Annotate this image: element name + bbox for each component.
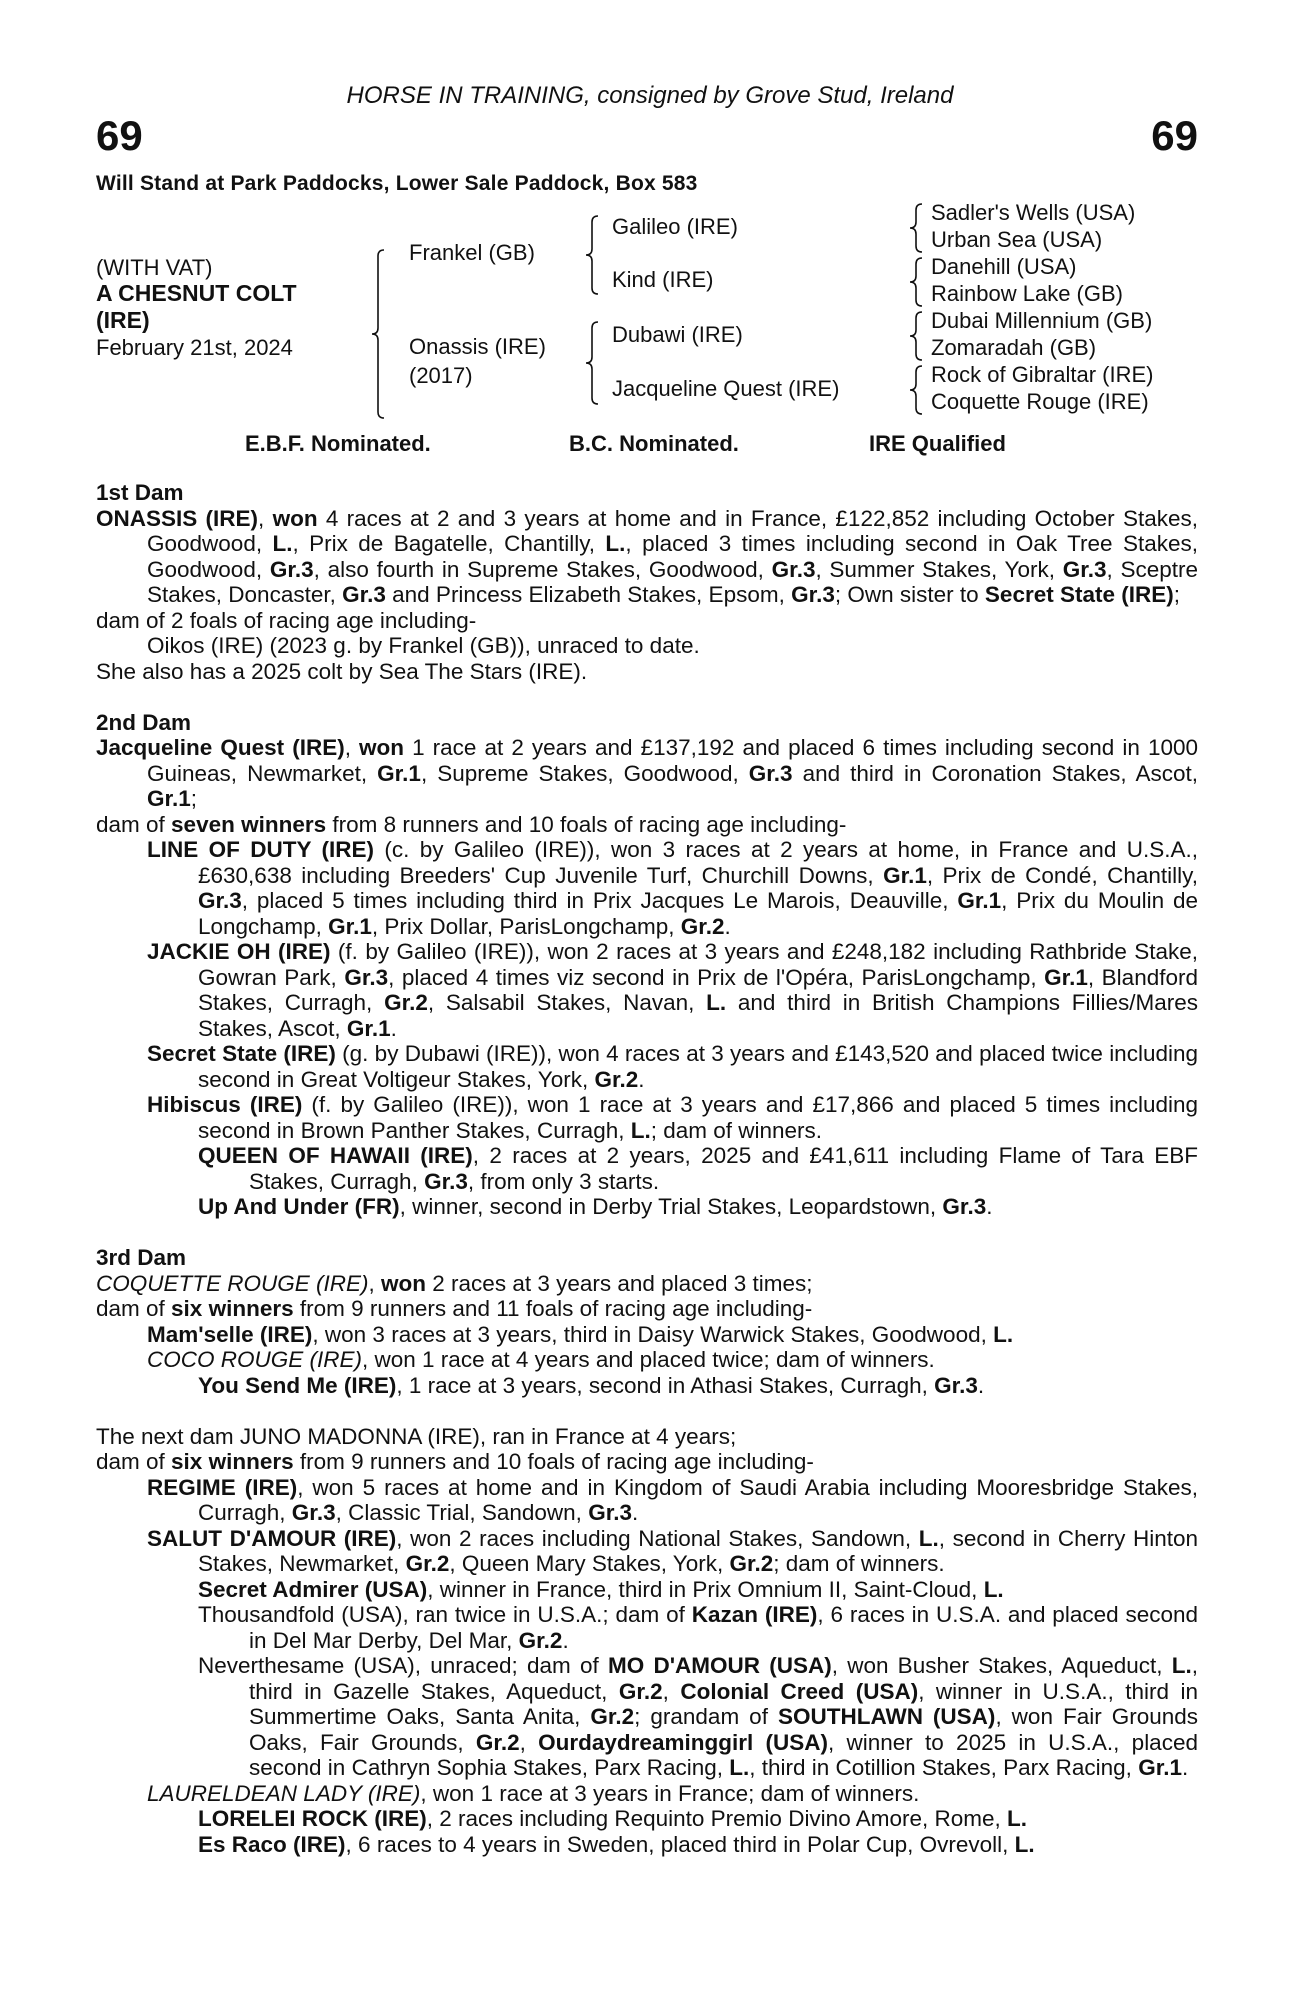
pedigree-entry (96, 1143, 1198, 1194)
text: (c. by Galileo (IRE)), won 3 races at 2 years at home, in France and U.S.A., £630,638 including Breeders' Cup Juvenile Turf, Churchill Downs, (198, 837, 1198, 888)
text: and third in Coronation Stakes, Ascot, (792, 760, 1198, 786)
text: ; (1173, 582, 1180, 607)
text: from 9 runners and 10 foals of racing age including- (293, 1449, 814, 1474)
pedigree-entry (96, 608, 1198, 634)
bold-text: Gr.2 (618, 1678, 663, 1704)
bold-text: Ourdaydreaminggirl (USA) (538, 1729, 828, 1755)
text: , won 2 races including National Stakes, Sandown, (396, 1525, 919, 1551)
gen3-ancestor: Danehill (USA) (931, 254, 1077, 279)
text: dam of (96, 1296, 172, 1321)
bold-text: Up And Under (FR) (198, 1194, 400, 1219)
text: (f. by Galileo (IRE)), won 2 races at 3 years and £248,182 including Rathbride Stake, Gowran Park, (198, 939, 1199, 990)
brace-icon (586, 322, 598, 404)
text: , (344, 735, 360, 760)
pedigree-entry (96, 1577, 1198, 1603)
text: , won Fair Grounds Oaks, Fair Grounds, (249, 1704, 1198, 1755)
pedigree-entry (96, 506, 1198, 608)
text: . (638, 1066, 645, 1092)
pedigree-entry (96, 659, 1198, 685)
bold-text: Gr.1 (147, 786, 191, 811)
text: . (724, 913, 731, 939)
text: , (519, 1729, 539, 1755)
sire-dam: Kind (IRE) (612, 267, 714, 292)
bold-text: L. (706, 990, 727, 1015)
section-heading: 1st Dam (96, 480, 184, 505)
text: dam of (96, 811, 172, 837)
bold-text: L. (918, 1525, 939, 1551)
bold-text: L. (729, 1755, 750, 1780)
bold-text: Gr.3 (942, 1194, 987, 1219)
text: , Summer Stakes, York, (815, 556, 1063, 582)
text: , 6 races in U.S.A. and placed second in Del Mar Derby, Del Mar, (249, 1602, 1199, 1653)
pedigree-entry (96, 1194, 1198, 1220)
bold-text: ONASSIS (IRE) (96, 505, 259, 531)
bold-text: Secret State (IRE) (147, 1041, 336, 1066)
bold-text: Gr.3 (342, 582, 386, 607)
pedigree-entry (96, 1475, 1198, 1526)
sire-sire: Galileo (IRE) (612, 214, 738, 239)
bold-text: seven winners (171, 811, 327, 837)
bold-text: Gr.2 (729, 1551, 774, 1576)
text: ; grandam of (634, 1704, 778, 1729)
italic-text: LAURELDEAN LADY (IRE) (147, 1780, 421, 1806)
bold-text: Gr.2 (384, 990, 428, 1015)
brace-icon (910, 312, 922, 360)
bold-text: Gr.2 (594, 1066, 639, 1092)
bold-text: Gr.3 (198, 888, 242, 913)
text: Oikos (IRE) (2023 g. by Frankel (GB)), unraced to date. (147, 633, 700, 658)
bold-text: won (272, 505, 318, 531)
text: and third in British Champions Fillies/Mares Stakes, Ascot, (198, 990, 1199, 1041)
bold-text: Gr.2 (680, 913, 725, 939)
gen3-ancestor: Rainbow Lake (GB) (931, 281, 1123, 306)
catalogue-header: HORSE IN TRAINING, consigned by Grove Stud, Ireland (346, 82, 954, 109)
text: ; dam of winners. (773, 1551, 945, 1576)
text: , Prix de Condé, Chantilly, (926, 862, 1198, 888)
pedigree-entry (96, 1322, 1198, 1348)
text: , Salsabil Stakes, Navan, (427, 990, 707, 1015)
vat-status: (WITH VAT) (96, 255, 213, 280)
lot-number-right: 69 (1151, 112, 1198, 159)
text: and Princess Elizabeth Stakes, Epsom, (385, 582, 792, 607)
bold-text: Es Raco (IRE) (198, 1831, 346, 1857)
text: from 9 runners and 11 foals of racing age including- (293, 1296, 813, 1321)
pedigree-entry (96, 1806, 1198, 1832)
italic-text: COCO ROUGE (IRE) (147, 1347, 363, 1372)
brace-icon (910, 258, 922, 306)
text: , placed 5 times including third in Prix Jacques Le Marois, Deauville, (241, 888, 958, 913)
text: , Blandford Stakes, Curragh, (198, 964, 1198, 1015)
text: ; (190, 786, 198, 811)
bold-text: SALUT D'AMOUR (IRE) (147, 1525, 397, 1551)
pedigree-entry (96, 1041, 1198, 1092)
bold-text: You Send Me (IRE) (198, 1372, 397, 1398)
text: , Queen Mary Stakes, York, (449, 1551, 730, 1576)
horse-origin: (IRE) (96, 307, 150, 333)
bold-text: Gr.2 (590, 1704, 635, 1729)
dam-section (96, 1424, 1198, 1858)
bold-text: Gr.3 (934, 1372, 978, 1398)
section-heading: 2nd Dam (96, 709, 192, 735)
bold-text: Gr.3 (791, 582, 835, 607)
text: , won 1 race at 3 years in France; dam of winners. (420, 1780, 920, 1806)
text: She also has a 2025 colt by Sea The Stars (IRE). (96, 658, 588, 684)
bold-text: LORELEI ROCK (IRE) (198, 1806, 427, 1831)
text: , Prix Dollar, ParisLongchamp, (371, 913, 681, 939)
pedigree-entry (96, 1781, 1198, 1807)
text: 2 races at 3 years and placed 3 times; (426, 1270, 813, 1296)
bold-text: six winners (171, 1296, 294, 1321)
text: , Prix du Moulin de Longchamp, (198, 888, 1198, 939)
bold-text: Colonial Creed (USA) (680, 1678, 919, 1704)
bold-text: L. (272, 531, 293, 556)
horse-description: A CHESNUT COLT (96, 280, 297, 306)
bold-text: QUEEN OF HAWAII (IRE) (198, 1143, 473, 1168)
gen3-ancestor: Coquette Rouge (IRE) (931, 389, 1149, 414)
pedigree-entry (96, 1653, 1198, 1781)
text: dam of (96, 1449, 172, 1474)
bold-text: Gr.3 (269, 556, 314, 582)
text: (f. by Galileo (IRE)), won 1 race at 3 years and £17,866 and placed 5 times including second in Brown Panther Stakes, Curragh, (198, 1092, 1198, 1143)
text: , 6 races to 4 years in Sweden, placed third in Polar Cup, Ovrevoll, (345, 1831, 1015, 1857)
pedigree-entry (96, 1271, 1198, 1297)
bold-text: Secret State (IRE) (984, 582, 1174, 607)
bold-text: Mam'selle (IRE) (147, 1321, 313, 1347)
italic-text: COQUETTE ROUGE (IRE) (96, 1270, 369, 1296)
bold-text: won (381, 1270, 427, 1296)
ire-qualification: IRE Qualified (869, 431, 1006, 456)
pedigree-entry (96, 1296, 1198, 1322)
bold-text: Gr.1 (346, 1015, 391, 1041)
brace-icon (910, 366, 922, 414)
text: , Sceptre Stakes, Doncaster, (147, 556, 1199, 607)
section-heading: 3rd Dam (96, 1245, 187, 1270)
bc-nomination: B.C. Nominated. (569, 431, 739, 456)
text: , 2 races at 2 years, 2025 and £41,611 including Flame of Tara EBF Stakes, Curragh, (249, 1143, 1198, 1194)
text: , also fourth in Supreme Stakes, Goodwood, (313, 556, 772, 582)
bold-text: Gr.1 (883, 862, 927, 888)
text: , Classic Trial, Sandown, (335, 1500, 589, 1525)
text: . (562, 1627, 569, 1653)
text: 4 races at 2 and 3 years at home and in France, £122,852 including October Stakes, Goodwood, (147, 505, 1198, 556)
text: , won 1 race at 4 years and placed twice; dam of winners. (362, 1347, 935, 1372)
bold-text: Gr.3 (1062, 556, 1107, 582)
pedigree-entry (96, 837, 1198, 939)
bold-text: Hibiscus (IRE) (147, 1092, 303, 1117)
gen3-ancestor: Zomaradah (GB) (931, 335, 1097, 360)
bold-text: Gr.3 (748, 760, 793, 786)
bold-text: L. (983, 1576, 1004, 1602)
dam-section (96, 710, 1198, 1220)
gen3-ancestor: Sadler's Wells (USA) (931, 200, 1136, 225)
text: , (662, 1678, 681, 1704)
pedigree-entry (96, 1449, 1198, 1475)
bold-text: won (359, 735, 405, 760)
dam-sire: Dubawi (IRE) (612, 322, 743, 347)
bold-text: Gr.1 (1044, 964, 1088, 990)
text: dam of 2 foals of racing age including- (96, 607, 477, 633)
text: ; Own sister to (834, 582, 985, 607)
dam-section (96, 1245, 1198, 1398)
bold-text: Secret Admirer (USA) (198, 1576, 428, 1602)
pedigree-entry (96, 735, 1198, 812)
dam-foaling-year: (2017) (409, 363, 473, 388)
sire: Frankel (GB) (409, 240, 535, 265)
stabling-location: Will Stand at Park Paddocks, Lower Sale Paddock, Box 583 (96, 172, 698, 195)
text: , winner to 2025 in U.S.A., placed second in Cathryn Sophia Stakes, Parx Racing, (249, 1729, 1198, 1780)
text: . (631, 1500, 639, 1525)
text: . (977, 1372, 985, 1398)
bold-text: L. (630, 1117, 651, 1143)
text: , won Busher Stakes, Aqueduct, (831, 1653, 1172, 1678)
pedigree-entry (96, 1424, 1198, 1450)
text: Thousandfold (USA), ran twice in U.S.A.; dam of (198, 1602, 692, 1627)
bold-text: Jacqueline Quest (IRE) (96, 735, 345, 760)
bold-text: L. (993, 1321, 1014, 1347)
bold-text: Gr.3 (291, 1500, 336, 1525)
text: , third in Gazelle Stakes, Aqueduct, (249, 1653, 1198, 1704)
bold-text: REGIME (IRE) (147, 1474, 298, 1500)
pedigree-entry (96, 1092, 1198, 1143)
foaling-date: February 21st, 2024 (96, 335, 293, 360)
bold-text: Gr.2 (475, 1729, 520, 1755)
text: , (258, 505, 273, 531)
gen3-ancestor: Rock of Gibraltar (IRE) (931, 362, 1154, 387)
text: , third in Cotillion Stakes, Parx Racing, (749, 1755, 1139, 1780)
text: , 2 races including Requinto Premio Divino Amore, Rome, (426, 1806, 1008, 1831)
text: , (368, 1270, 382, 1296)
text: The next dam JUNO MADONNA (IRE), ran in France at 4 years; (96, 1423, 737, 1449)
dam: Onassis (IRE) (409, 334, 546, 359)
text: from 8 runners and 10 foals of racing age including- (326, 811, 847, 837)
gen3-ancestor: Dubai Millennium (GB) (931, 308, 1153, 333)
pedigree-entry (96, 812, 1198, 838)
text: , 1 race at 3 years, second in Athasi Stakes, Curragh, (396, 1372, 935, 1398)
text: . (390, 1015, 397, 1041)
pedigree-entry (96, 1347, 1198, 1373)
bold-text: LINE OF DUTY (IRE) (147, 837, 374, 862)
pedigree-entry (96, 633, 1198, 659)
bold-text: Gr.3 (588, 1500, 632, 1525)
text: , winner in France, third in Prix Omnium II, Saint-Cloud, (427, 1576, 984, 1602)
pedigree-entry (96, 1526, 1198, 1577)
text: , winner in U.S.A., third in Summertime Oaks, Santa Anita, (249, 1678, 1198, 1729)
bold-text: JACKIE OH (IRE) (147, 939, 331, 964)
text: , placed 3 times including second in Oak Tree Stakes, Goodwood, (147, 531, 1198, 582)
bold-text: Gr.1 (957, 888, 1002, 913)
bold-text: Gr.2 (518, 1627, 563, 1653)
pedigree-entry (96, 1373, 1198, 1399)
text: 1 race at 2 years and £137,192 and placed 6 times including second in 1000 Guineas, Newmarket, (147, 735, 1199, 786)
bold-text: L. (1171, 1653, 1192, 1678)
text: (g. by Dubawi (IRE)), won 4 races at 3 years and £143,520 and placed twice including second in Great Voltigeur Stakes, York, (198, 1041, 1199, 1092)
bold-text: L. (1007, 1806, 1028, 1831)
bold-text: Kazan (IRE) (691, 1602, 818, 1627)
bold-text: Gr.2 (405, 1551, 450, 1576)
bold-text: Gr.3 (771, 556, 816, 582)
ebf-nomination: E.B.F. Nominated. (245, 431, 431, 456)
text: , won 3 races at 3 years, third in Daisy Warwick Stakes, Goodwood, (312, 1321, 994, 1347)
bold-text: Gr.1 (377, 760, 421, 786)
text: , winner, second in Derby Trial Stakes, Leopardstown, (399, 1194, 943, 1219)
text: ; dam of winners. (650, 1117, 823, 1143)
pedigree-entry (96, 1832, 1198, 1858)
text: , placed 4 times viz second in Prix de l'Opéra, ParisLongchamp, (388, 964, 1045, 990)
pedigree-entry (96, 1602, 1198, 1653)
brace-icon (910, 204, 922, 252)
lot-number-left: 69 (96, 112, 143, 159)
text: , second in Cherry Hinton Stakes, Newmarket, (198, 1525, 1199, 1576)
bold-text: Gr.3 (424, 1168, 468, 1194)
text: . (986, 1194, 993, 1219)
bold-text: L. (1014, 1831, 1035, 1857)
bold-text: MO D'AMOUR (USA) (607, 1653, 832, 1678)
gen3-ancestor: Urban Sea (USA) (931, 227, 1103, 252)
dam-dam: Jacqueline Quest (IRE) (612, 376, 840, 401)
pedigree-entry (96, 939, 1198, 1041)
brace-icon (586, 216, 598, 294)
bold-text: Gr.1 (328, 913, 372, 939)
dam-section (96, 480, 1198, 684)
bold-text: SOUTHLAWN (USA) (777, 1704, 996, 1729)
text: , won 5 races at home and in Kingdom of Saudi Arabia including Mooresbridge Stakes, Curragh, (198, 1474, 1198, 1525)
bold-text: six winners (171, 1449, 294, 1474)
text: , from only 3 starts. (467, 1168, 660, 1194)
text: . (1181, 1755, 1189, 1780)
bold-text: Gr.1 (1138, 1755, 1182, 1780)
brace-icon (372, 250, 384, 418)
catalogue-body (96, 480, 1198, 1883)
text: Neverthesame (USA), unraced; dam of (198, 1653, 608, 1678)
bold-text: L. (605, 531, 626, 556)
bold-text: Gr.3 (344, 964, 389, 990)
text: , Prix de Bagatelle, Chantilly, (292, 531, 606, 556)
text: , Supreme Stakes, Goodwood, (420, 760, 749, 786)
